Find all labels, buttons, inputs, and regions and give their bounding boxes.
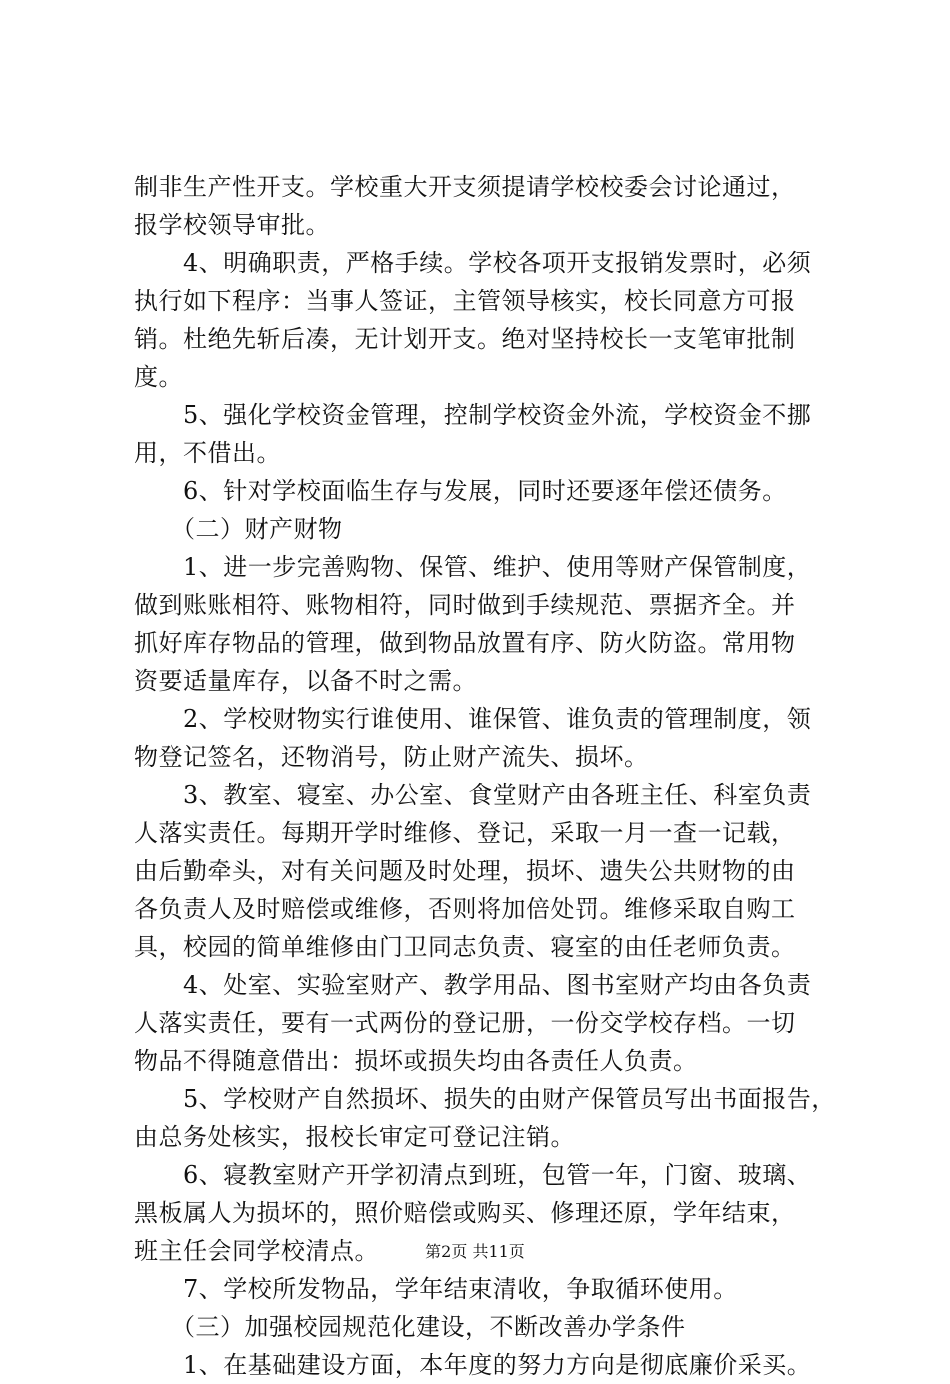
section-heading: （三）加强校园规范化建设，不断改善办学条件 [134,1313,686,1341]
text-line: 人落实责任。每期开学时维修、登记，采取一月一查一记载， [134,819,796,847]
text-line: 销。杜绝先斩后凑，无计划开支。绝对坚持校长一支笔审批制 [134,325,796,353]
text-line: 用，不借出。 [134,439,281,467]
text-line: 度。 [134,363,183,391]
text-line: 执行如下程序：当事人签证，主管领导核实，校长同意方可报 [134,287,796,315]
text-line: 报学校领导审批。 [134,211,330,239]
page-number: 第2页 共11页 [425,1242,525,1261]
text-line: 由总务处核实，报校长审定可登记注销。 [134,1123,575,1151]
text-line: 物登记签名，还物消号，防止财产流失、损坏。 [134,743,649,771]
text-line: 1、在基础建设方面，本年度的努力方向是彻底廉价采买。 [134,1351,812,1379]
text-line: 物品不得随意借出：损坏或损失均由各责任人负责。 [134,1047,698,1075]
text-line: 3、教室、寝室、办公室、食堂财产由各班主任、科室负责 [134,781,812,809]
text-line: 各负责人及时赔偿或维修，否则将加倍处罚。维修采取自购工 [134,895,796,923]
text-line: 具，校园的简单维修由门卫同志负责、寝室的由任老师负责。 [134,933,796,961]
text-line: 做到账账相符、账物相符，同时做到手续规范、票据齐全。并 [134,591,796,619]
text-line: 黑板属人为损坏的，照价赔偿或购买、修理还原，学年结束， [134,1199,796,1227]
text-line: 5、强化学校资金管理，控制学校资金外流，学校资金不挪 [134,401,812,429]
text-line: 7、学校所发物品，学年结束清收，争取循环使用。 [134,1275,738,1303]
text-line: 人落实责任，要有一式两份的登记册，一份交学校存档。一切 [134,1009,796,1037]
document-body [134,168,834,1384]
text-line: 班主任会同学校清点。 [134,1237,379,1265]
text-line: 6、针对学校面临生存与发展，同时还要逐年偿还债务。 [134,477,787,505]
text-line: 4、处室、实验室财产、教学用品、图书室财产均由各负责 [134,971,812,999]
text-line: 由后勤牵头，对有关问题及时处理，损坏、遗失公共财物的由 [134,857,796,885]
section-heading: （二）财产财物 [134,515,343,543]
text-line: 4、明确职责，严格手续。学校各项开支报销发票时，必须 [134,249,812,277]
text-line: 制非生产性开支。学校重大开支须提请学校校委会讨论通过， [134,173,796,201]
text-line: 1、进一步完善购物、保管、维护、使用等财产保管制度， [134,553,812,581]
text-line: 抓好库存物品的管理，做到物品放置有序、防火防盗。常用物 [134,629,796,657]
text-line: 6、寝教室财产开学初清点到班，包管一年，门窗、玻璃、 [134,1161,812,1189]
text-line: 5、学校财产自然损坏、损失的由财产保管员写出书面报告， [134,1085,836,1113]
text-line: 资要适量库存，以备不时之需。 [134,667,477,695]
text-line: 2、学校财物实行谁使用、谁保管、谁负责的管理制度，领 [134,705,812,733]
